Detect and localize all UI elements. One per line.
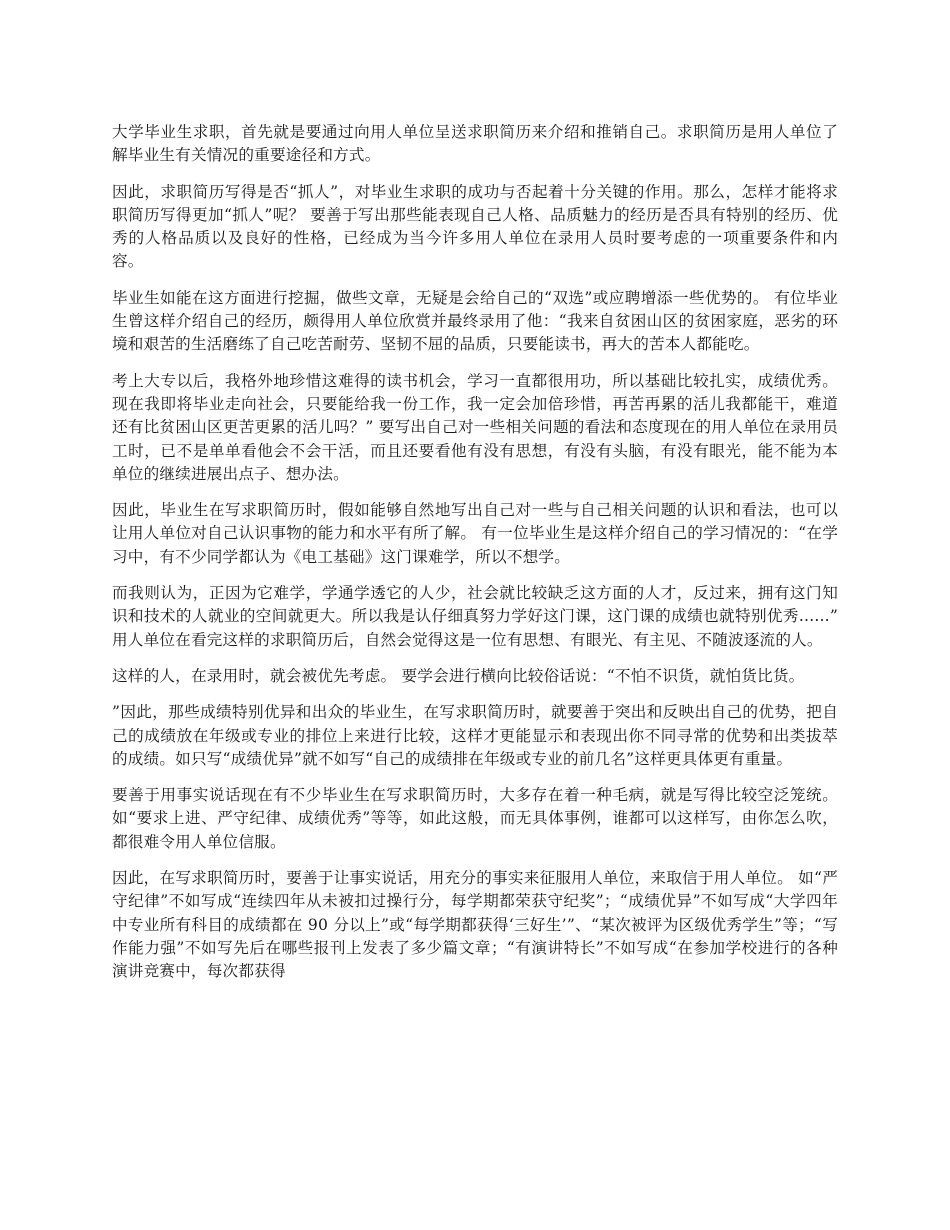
paragraph-10: 因此，在写求职简历时，要善于让事实说话，用充分的事实来征服用人单位，来取信于用人单位。 如“严守纪律”不如写成“连续四年从未被扣过操行分，每学期都荣获守纪奖”；“成绩优异”不如写成“大学四年中专业所有科目的成绩都在 90 分以上”或“每学期都获得‘三好生’”、“某次被评为区级优秀学生”等；“写作能力强”不如写先后在哪些报刊上发表了多少篇文章；“有演讲特长”不如写成“在参加学校进行的各种演讲竞赛中，每次都获得 [112, 869, 838, 981]
paragraph-1: 大学毕业生求职，首先就是要通过向用人单位呈送求职简历来介绍和推销自己。求职简历是用人单位了解毕业生有关情况的重要途径和方式。 [112, 123, 838, 165]
paragraph-8: ”因此，那些成绩特别优异和出众的毕业生，在写求职简历时，就要善于突出和反映出自己的优势，把自己的成绩放在年级或专业的排位上来进行比较，这样才更能显示和表现出你不同寻常的优势和出类拔萃的成绩。如只写“成绩优异”就不如写“自己的成绩排在年级或专业的前几名”这样更具体更有重量。 [112, 703, 838, 768]
paragraph-9: 要善于用事实说话现在有不少毕业生在写求职简历时，大多存在着一种毛病，就是写得比较空泛笼统。如“要求上进、严守纪律、成绩优秀”等等，如此这般，而无具体事例，谁都可以这样写，由你怎么吹，都很难令用人单位信服。 [112, 786, 838, 851]
paragraph-3: 毕业生如能在这方面进行挖掘，做些文章，无疑是会给自己的“双选”或应聘增添一些优势的。 有位毕业生曾这样介绍自己的经历，颇得用人单位欣赏并最终录用了他：“我来自贫困山区的贫困家庭，恶劣的环境和艰苦的生活磨练了自己吃苦耐劳、坚韧不屈的品质，只要能读书，再大的苦本人都能吃。 [112, 288, 838, 354]
paragraph-7: 这样的人，在录用时，就会被优先考虑。 要学会进行横向比较俗话说：“不怕不识货，就怕货比货。 [112, 666, 805, 685]
paragraph-2: 因此，求职简历写得是否“抓人”，对毕业生求职的成功与否起着十分关键的作用。那么，怎样才能将求职简历写得更加“抓人”呢？ 要善于写出那些能表现自己人格、品质魅力的经历是否具有特别的经历、优秀的人格品质以及良好的性格，已经成为当今许多用人单位在录用人员时要考虑的一项重要条件和内容。 [112, 182, 838, 271]
paragraph-5: 因此，毕业生在写求职简历时，假如能够自然地写出自己对一些与自己相关问题的认识和看法，也可以让用人单位对自己认识事物的能力和水平有所了解。 有一位毕业生是这样介绍自己的学习情况的：“在学习中，有不少同学都认为《电工基础》这门课难学，所以不想学。 [112, 501, 838, 566]
paragraph-6: 而我则认为，正因为它难学，学通学透它的人少，社会就比较缺乏这方面的人才，反过来，拥有这门知识和技术的人就业的空间就更大。所以我是认仔细真努力学好这门课，这门课的成绩也就特别优秀......” 用人单位在看完这样的求职简历后，自然会觉得这是一位有思想、有眼光、有主见、不随波逐流的人。 [112, 584, 838, 649]
paragraph-4: 考上大专以后，我格外地珍惜这难得的读书机会，学习一直都很用功，所以基础比较扎实，成绩优秀。现在我即将毕业走向社会，只要能给我一份工作，我一定会加倍珍惜，再苦再累的活儿我都能干，难道还有比贫困山区更苦更累的活儿吗？” 要写出自己对一些相关问题的看法和态度现在的用人单位在录用员工时，已不是单单看他会不会干活，而且还要看他有没有思想，有没有头脑，有没有眼光，能不能为本单位的继续进展出点子、想办法。 [112, 371, 838, 483]
